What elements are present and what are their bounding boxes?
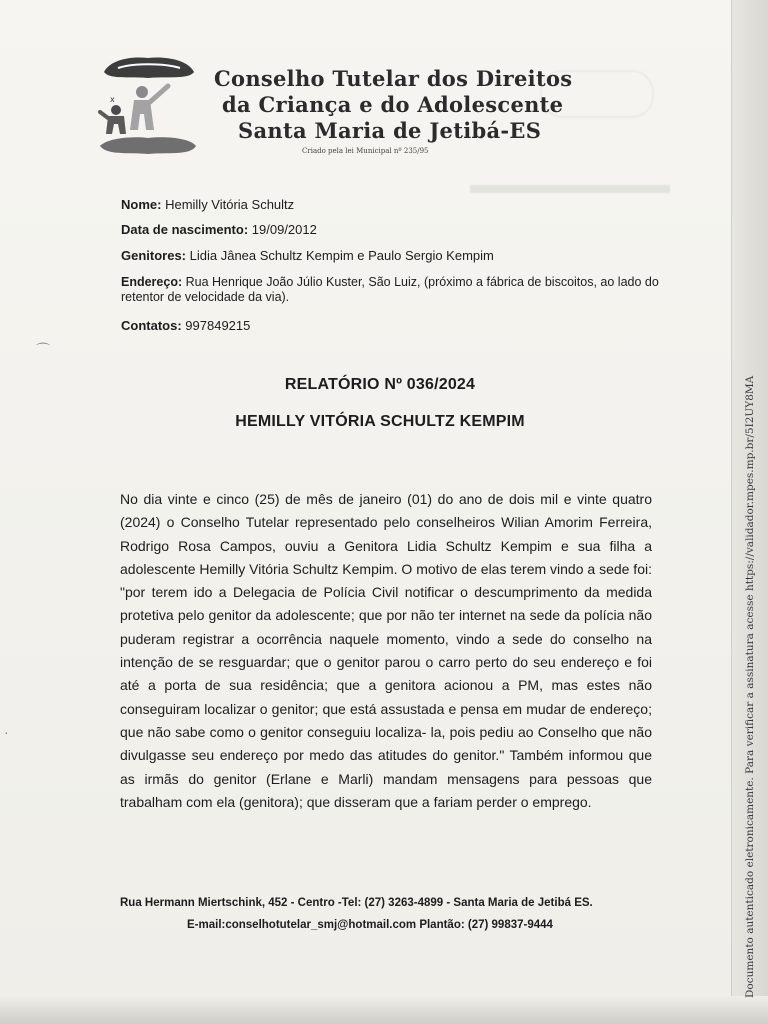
scan-speck: ⌒ [36,342,50,358]
field-parents-label: Genitores: [121,248,187,263]
org-legal-note: Criado pela lei Municipal nº 235/95 [302,147,429,155]
field-parents [121,248,494,264]
authentication-side-note: Documento autenticado eletronicamente. Para verificar a assinatura acesse https://validador.mpes.mp.br/5I2UY8MA [744,375,756,998]
field-birthdate [121,222,317,238]
footer-address: Rua Hermann Miertschink, 452 - Centro -Tel: (27) 3263-4899 - Santa Maria de Jetibá ES. [120,897,593,909]
scan-speck: · [4,724,9,740]
field-name-value: Hemilly Vitória Schultz [165,197,295,212]
bleed-through-mark [470,185,670,193]
field-name [121,197,294,213]
org-name-line2: da Criança e do Adolescente [222,92,564,117]
org-name-line3: Santa Maria de Jetibá-ES [238,118,542,143]
field-address [121,275,661,305]
report-subject: HEMILLY VITÓRIA SCHULTZ KEMPIM [235,413,525,430]
field-contacts-label: Contatos: [121,318,182,333]
field-contacts-value: 997849215 [185,318,251,333]
council-logo [96,54,200,160]
field-birthdate-value: 19/09/2012 [251,222,317,237]
report-body: No dia vinte e cinco (25) de mês de janeiro (01) do ano de dois mil e vinte quatro (2024) o Conselho Tutelar representado pelo conselheiros Wilian Amorim Ferreira, Rodrigo Rosa Campos, ouviu a Genitora Lidia Schultz Kempim e sua filha a adolescente Hemilly Vitória Schultz Kempim. O motivo de elas terem vindo a sede foi: "por terem ido a Delegacia de Polícia Civil notificar o descumprimento da medida protetiva pelo genitor da adolescente; que por não ter internet na sede da polícia não puderam registrar a ocorrência naquele momento, vindo a sede do conselho na intenção de se resguardar; que o genitor parou o carro perto do seu endereço e foi até a porta de sua residência; que a genitora acionou a PM, mas estes não conseguiram localizar o genitor; que está assustada e pensa em mudar de endereço; que não sabe como o genitor conseguiu localiza- la, pois pediu ao Conselho que não divulgasse seu endereço por medo das atitudes do genitor." Também informou que as irmãs do genitor (Erlane e Marli) mandam mensagens para pessoas que trabalham com ela (genitora); que disseram que a fariam perder o emprego. [120,491,652,810]
org-header [214,66,572,156]
scan-bottom-strip [0,996,768,1024]
field-contacts [121,318,250,334]
svg-text:x: x [110,95,115,104]
field-parents-value: Lidia Jânea Schultz Kempim e Paulo Sergio Kempim [189,248,494,263]
field-address-label: Endereço: [121,275,183,289]
footer-contact: E-mail:conselhotutelar_smj@hotmail.com Plantão: (27) 99837-9444 [187,919,553,931]
field-birthdate-label: Data de nascimento: [121,222,249,237]
field-address-value: Rua Henrique João Júlio Kuster, São Luiz, (próximo a fábrica de biscoitos, ao lado do retentor de velocidade da via). [121,275,659,304]
org-name-line1: Conselho Tutelar dos Direitos [214,66,573,91]
report-title: RELATÓRIO Nº 036/2024 [284,376,476,393]
field-name-label: Nome: [121,197,162,212]
